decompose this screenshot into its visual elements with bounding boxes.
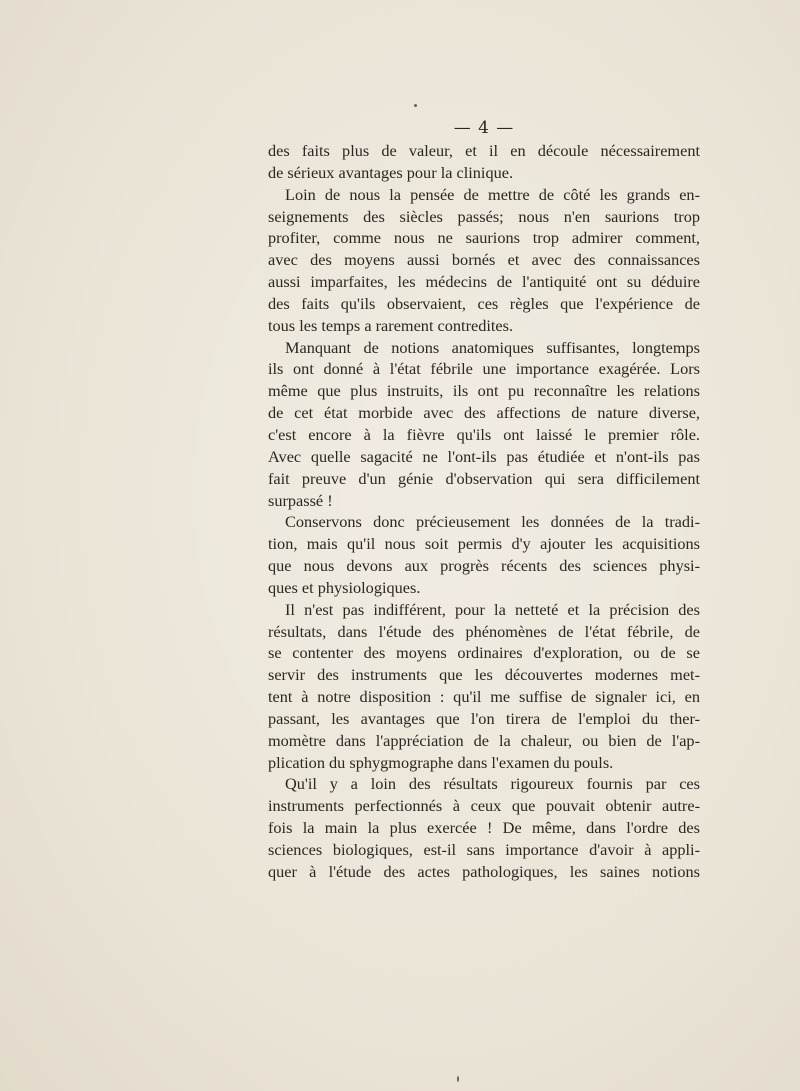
text-line: tent à notre disposition : qu'il me suffise de signaler ici, en — [268, 687, 700, 707]
text-line: des faits qu'ils observaient, ces règles que l'expérience de — [268, 293, 700, 313]
text-line: sciences biologiques, est-il sans importance d'avoir à appli- — [268, 840, 700, 859]
text-line: plication du sphygmographe dans l'examen du pouls. — [268, 752, 614, 772]
text-line: résultats, dans l'étude des phénomènes de l'état fébrile, de — [268, 621, 700, 641]
text-line: fois la main la plus exercée ! De même, dans l'ordre des — [268, 818, 700, 838]
text-line: c'est encore à la fièvre qu'ils ont laissé le premier rôle. — [268, 424, 700, 444]
text-line: seignements des siècles passés; nous n'en saurions trop — [268, 206, 700, 226]
text-line: de cet état morbide avec des affections de nature diverse, — [268, 403, 700, 423]
text-line: ils ont donné à l'état fébrile une importance exagérée. Lors — [268, 359, 700, 379]
text-line: Manquant de notions anatomiques suffisantes, longtemps — [285, 337, 700, 357]
page-number: — 4 — — [453, 118, 515, 138]
body-text — [268, 140, 700, 883]
paper-speck — [414, 104, 417, 107]
text-line: momètre dans l'appréciation de la chaleur, ou bien de l'ap- — [268, 730, 700, 750]
text-line: quer à l'étude des actes pathologiques, les saines notions — [268, 861, 700, 881]
text-line: aussi imparfaites, les médecins de l'antiquité ont su déduire — [268, 272, 700, 292]
text-line: des faits plus de valeur, et il en découle nécessairement — [268, 141, 700, 160]
text-line: avec des moyens aussi bornés et avec des connaissances — [268, 250, 700, 270]
text-line: passant, les avantages que l'on tirera de l'emploi du ther- — [268, 708, 700, 728]
text-line: tous les temps a rarement contredites. — [268, 315, 514, 335]
text-line: profiter, comme nous ne saurions trop admirer comment, — [268, 228, 700, 248]
text-line: Qu'il y a loin des résultats rigoureux fournis par ces — [285, 774, 700, 794]
text-line: même que plus instruits, ils ont pu reconnaître les relations — [268, 381, 700, 401]
text-line: que nous devons aux progrès récents des sciences physi- — [268, 556, 700, 576]
paper-speck — [457, 1076, 459, 1082]
text-line: Conservons donc précieusement les données de la tradi- — [285, 512, 700, 532]
text-line: Loin de nous la pensée de mettre de côté les grands en- — [285, 184, 700, 204]
text-line: servir des instruments que les découvertes modernes met- — [268, 665, 700, 685]
text-line: fait preuve d'un génie d'observation qui sera difficilement — [268, 468, 700, 488]
text-line: de sérieux avantages pour la clinique. — [268, 162, 514, 182]
text-line: Il n'est pas indifférent, pour la netteté et la précision des — [285, 599, 700, 619]
text-line: tion, mais qu'il nous soit permis d'y ajouter les acquisitions — [268, 534, 700, 554]
text-line: instruments perfectionnés à ceux que pouvait obtenir autre- — [268, 796, 700, 816]
text-line: surpassé ! — [268, 490, 333, 510]
text-line: Avec quelle sagacité ne l'ont-ils pas étudiée et n'ont-ils pas — [268, 446, 700, 466]
text-line: se contenter des moyens ordinaires d'exploration, ou de se — [268, 643, 700, 663]
text-line: ques et physiologiques. — [268, 577, 421, 597]
